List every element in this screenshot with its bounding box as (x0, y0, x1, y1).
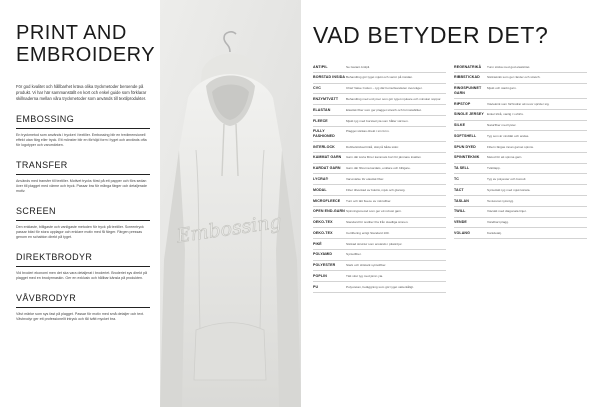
glossary-definition: Stickad struktur som används i pikétröjor. (346, 241, 403, 246)
glossary-row (313, 239, 446, 250)
glossary-definition: Kantdetalj. (487, 230, 502, 235)
glossary-term: CVC (313, 86, 321, 91)
glossary-row (313, 164, 446, 175)
section-body: Den enklaste, billigaste och vanligaste metoden för tryck på textilier. Screentryck passar bäst för stora upplagor och enklare motiv med få färger. Färgen pressas genom en schablon direkt på tyget. (16, 225, 144, 239)
section-body: Vid broderi ekonomi men det ska vara detaljerat i broderiet. Broderiet sys direkt på plagget med en brodyrmaskin. Ger en exklusiv och hållbar känsla på produkten. (16, 271, 147, 280)
glossary-definition: Tyg som är vindtätt och andas. (487, 133, 530, 138)
glossary-term: PU (313, 284, 319, 289)
glossary-term: ENZYMTVÄTT (313, 96, 339, 101)
glossary-column-2 (454, 62, 587, 293)
glossary-row (313, 261, 446, 272)
glossary-term: PIKÉ (313, 241, 322, 246)
glossary-row (454, 207, 587, 218)
glossary-term: BORSTAD INSIDA (313, 75, 346, 80)
glossary-row (454, 131, 587, 142)
glossary-term: FLEECE (313, 118, 328, 123)
glossary-row (454, 228, 587, 239)
glossary-column-1 (313, 62, 446, 293)
glossary-term: OEKO-TEX (313, 230, 333, 235)
glossary-term: ELASTAN (313, 107, 331, 112)
glossary-term: POLYESTER (313, 263, 336, 268)
glossary-row (454, 153, 587, 164)
glossary-row (313, 228, 446, 239)
glossary-definition: Tätt vävt tyg med jämn yta. (346, 274, 384, 279)
glossary-term: REGENATRIKÅ (454, 64, 482, 69)
glossary-row (313, 62, 446, 73)
glossary-row (313, 105, 446, 116)
glossary-term: TASLAN (454, 198, 469, 203)
glossary-term: SOFTSHELL (454, 133, 477, 138)
glossary-row (454, 142, 587, 153)
glossary-definition: Tyg av polyester och bomull. (487, 177, 527, 181)
glossary-row (454, 99, 587, 110)
glossary-row (454, 121, 587, 132)
title-line-2: EMBROIDERY (16, 44, 156, 66)
glossary-term: SPUN DYED (454, 144, 476, 149)
glossary-definition: Vävsätt med diagonala linjer. (487, 209, 527, 214)
glossary-row (454, 218, 587, 229)
intro-text: För god kvalitet och hållbarhet kräva olika tryckmetoder beroende på produkt. Vi har här sammanställt en kort och enkel guide som förklarar skillnaderna mellan våra tryckmetoder som används till textilprodukter. (16, 84, 147, 101)
glossary-term: POLYAMID (313, 252, 333, 257)
glossary-term: MODAL (313, 187, 327, 192)
glossary-row (313, 185, 446, 196)
glossary-definition: Metod för att spinna garn. (487, 155, 523, 160)
section-title: TRANSFER (16, 160, 150, 175)
glossary-term: RINGSPUNNET GARN (454, 86, 482, 95)
glossary-term: KAMMAT GARN (313, 155, 342, 160)
glossary-row (454, 110, 587, 121)
glossary-row (313, 73, 446, 84)
glossary-term: VENDE (454, 220, 467, 225)
glossary-row (313, 142, 446, 153)
embossed-text: Embossing (175, 210, 283, 248)
hoodie-illustration (160, 0, 301, 407)
glossary-term: VOLANG (454, 230, 470, 235)
glossary-term: LYCRA® (313, 177, 329, 181)
glossary-row (313, 250, 446, 261)
hoodie-photo (160, 0, 301, 407)
glossary-term: TC (454, 177, 459, 181)
glossary-definition: Fiber tillverkad av bokträ, mjuk och glansig. (346, 187, 406, 192)
glossary-title: VAD BETYDER DET? (313, 22, 549, 48)
glossary-section (313, 22, 588, 289)
glossary-row (454, 73, 587, 84)
glossary-definition: Tunt och lätt fleece av mikrofiber. (346, 198, 392, 203)
glossary-term: OEKO-TEX (313, 220, 333, 225)
glossary-row (313, 196, 446, 207)
glossary-definition: Mjukt tyg med borstad yta som håller värmen. (346, 118, 409, 123)
glossary-term: TWILL (454, 209, 466, 214)
glossary-definition: Mjukt och starkt garn. (487, 86, 517, 91)
glossary-row (313, 116, 446, 127)
glossary-definition: Vävteknik som förhindrar att revor sprider sig. (487, 101, 550, 106)
section-title: VÅVBRODYR (16, 293, 150, 308)
glossary-definition: Se Garant Antipil. (346, 64, 371, 69)
section-title: EMBOSSING (16, 114, 150, 129)
glossary-definition: Varumärke för elastisk fiber. (346, 177, 385, 181)
glossary-row (313, 207, 446, 218)
glossary-term: SINGLE JERSEY (454, 112, 484, 117)
glossary-definition: Garn där korta fibrer kammats bort för jämnare kvalitet. (346, 155, 422, 160)
glossary-row (313, 282, 446, 293)
section-transfer (16, 160, 150, 194)
glossary-term: INTERLOCK (313, 144, 335, 149)
glossary-definition: Spinningsmetod som ger ett robust garn. (346, 209, 402, 214)
glossary-definition: Chief Value Cotton – tyg där bomullsandelen överväger. (346, 86, 423, 91)
glossary-definition: Behandling med enzymer som gör tyget mjukare och minskar noppor. (346, 96, 442, 101)
section-body: Vävt märke som sys fast på plagget. Passar för motiv med små detaljer och text. Vävbrodyr ger ett professionellt intryck och tål tvätt mycket bra. (16, 312, 145, 321)
glossary-definition: Behandling gör tyget mjukt och varmt på insidan. (346, 75, 413, 80)
glossary-row (454, 174, 587, 185)
glossary-definition: Standard för textilier fria från skadliga ämnen. (346, 220, 409, 225)
glossary-term: RIPSTOP (454, 101, 471, 106)
section-title: SCREEN (16, 206, 150, 221)
section-title: DIREKTBRODYR (16, 252, 150, 267)
section-vavbrodyr (16, 293, 150, 322)
glossary-definition: Syntetfiber. (346, 252, 362, 257)
glossary-row (313, 94, 446, 105)
glossary-row (454, 164, 587, 175)
glossary-definition: Vändbart plagg. (487, 220, 509, 225)
glossary-definition: Syntetiskt tyg med mjuk känsla. (487, 187, 531, 192)
glossary-term: POPLIN (313, 274, 327, 279)
glossary-term: SILKE (454, 123, 466, 128)
section-screen (16, 206, 150, 240)
page-title (16, 22, 156, 66)
glossary-definition: Tunn sticka med god elasticitet. (487, 64, 531, 69)
glossary-definition: Certifiering enligt Standard 100. (346, 230, 390, 235)
glossary-definition: Stark och slitstark syntetfiber. (346, 263, 387, 268)
glossary-term: FULLY FASHIONED (313, 129, 335, 138)
glossary-term: RIBBSTICKAD (454, 75, 480, 80)
glossary-definition: Tvättlapp. (487, 166, 501, 171)
glossary-row (313, 271, 446, 282)
title-line-1: PRINT AND (16, 22, 127, 44)
glossary-definition: Polyuretan, beläggning som gör tyget vattentåligt. (346, 284, 414, 289)
section-body: En tryckmetod som används i tryckeri i textilier. Embossing blir en tredimensionell effekt utan färg eller tryck. Ett mönster blir en förhöjd form i tyget och används ofta för logotyper och varumärken. (16, 133, 147, 147)
glossary-row (454, 185, 587, 196)
glossary-term: OPEN END-GARN (313, 209, 345, 214)
glossary-term: MICROFLEECE (313, 198, 341, 203)
glossary-definition: Dubbelstickad trikå, slät på båda sidor. (346, 144, 399, 149)
glossary-definition: Plagget stickas direkt i sin form. (346, 129, 390, 134)
glossary-term: KARDAT GARN (313, 166, 341, 171)
glossary-row (313, 218, 446, 229)
glossary-row (313, 153, 446, 164)
glossary-term: TA SELL (454, 166, 470, 171)
glossary-definition: Fibern färgas innan garnet spinns. (487, 144, 534, 149)
glossary-row (313, 84, 446, 95)
glossary-row (454, 62, 587, 73)
glossary-row (313, 174, 446, 185)
section-body: Används med transfer till textilier. Motivet trycks först på ett papper och förs sedan över till plagget med värme och tryck. Passar bra för många färger och detaljerade motiv. (16, 179, 148, 193)
section-embossing (16, 114, 150, 148)
glossary-definition: Stickteknik som ger ränder och stretch. (487, 75, 541, 80)
glossary-definition: Enkel trikå, vanlig i t-shirts. (487, 112, 524, 117)
glossary-definition: Garn där fibrerna kardats, enklare och billigare. (346, 166, 411, 171)
glossary-row (454, 84, 587, 99)
glossary-term: TACT (454, 187, 464, 192)
glossary-definition: Texturerat nylontyg. (487, 198, 514, 203)
glossary-term: SPINNTEKNIK (454, 155, 480, 160)
glossary-row (313, 127, 446, 142)
glossary-row (454, 196, 587, 207)
glossary-term: ANTIPIL (313, 64, 328, 69)
glossary-definition: Elastisk fiber som ger plagget stretch och formstabilitet. (346, 107, 422, 112)
section-direktbrodyr (16, 252, 150, 281)
left-column (16, 22, 156, 322)
glossary-definition: Naturfiber med lyster. (487, 123, 517, 128)
